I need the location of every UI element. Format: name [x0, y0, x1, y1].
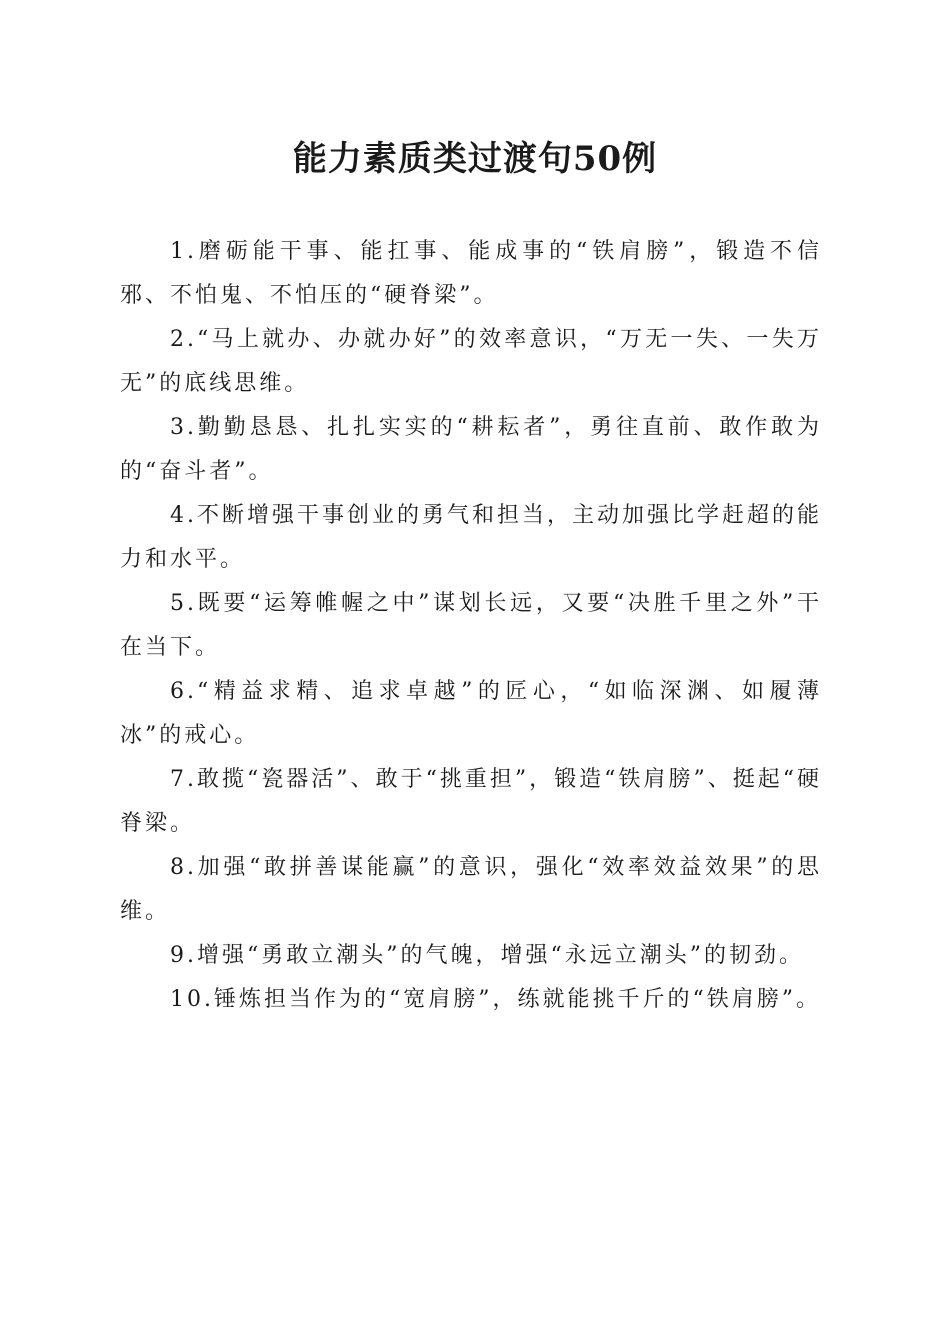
list-item: 3.勤勤恳恳、扎扎实实的“耕耘者”，勇往直前、敢作敢为的“奋斗者”。: [120, 415, 822, 484]
list-item: 10.锤炼担当作为的“宽肩膀”，练就能挑千斤的“铁肩膀”。: [170, 987, 821, 1012]
list-item: 6.“精益求精、追求卓越”的匠心，“如临深渊、如履薄冰”的戒心。: [120, 679, 822, 748]
list-item: 7.敢揽“瓷器活”、敢于“挑重担”，锻造“铁肩膀”、挺起“硬脊梁。: [120, 767, 822, 836]
list-item: 1.磨砺能干事、能扛事、能成事的“铁肩膀”，锻造不信邪、不怕鬼、不怕压的“硬脊梁”。: [120, 239, 822, 308]
document-body: [120, 230, 822, 1022]
list-item: 2.“马上就办、办就办好”的效率意识，“万无一失、一失万无”的底线思维。: [120, 327, 822, 396]
list-item: 4.不断增强干事创业的勇气和担当，主动加强比学赶超的能力和水平。: [120, 503, 822, 572]
list-item: 8.加强“敢拼善谋能赢”的意识，强化“效率效益效果”的思维。: [120, 855, 822, 924]
document-title: 能力素质类过渡句50例: [292, 139, 658, 179]
list-item: 5.既要“运筹帷幄之中”谋划长远，又要“决胜千里之外”干在当下。: [120, 591, 822, 660]
list-item: 9.增强“勇敢立潮头”的气魄，增强“永远立潮头”的韧劲。: [170, 943, 804, 968]
